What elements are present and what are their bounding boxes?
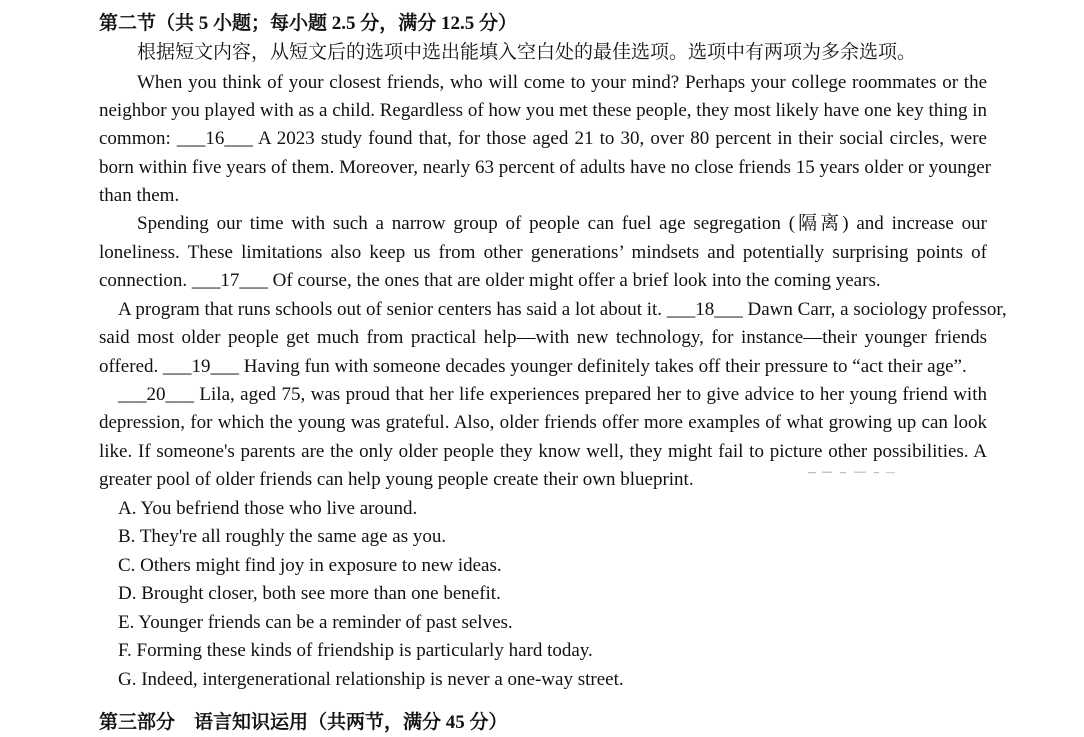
section-heading: 第二节（共 5 小题；每小题 2.5 分，满分 12.5 分） [99, 13, 518, 34]
passage-line: neighbor you played with as a child. Regardless of how you met these people, they most likely have one key thing in [99, 100, 988, 121]
passage-line: Spending our time with such a narrow group of people can fuel age segregation (隔离) and increase our [137, 213, 987, 234]
passage-line: greater pool of older friends can help young people create their own blueprint. [99, 469, 694, 490]
passage-line: said most older people get much from practical help—with new technology, for instance—their younger friends [99, 327, 987, 348]
passage-line: ___20___ Lila, aged 75, was proud that her life experiences prepared her to give advice to her young friend with [118, 384, 987, 405]
option-f: F. Forming these kinds of friendship is particularly hard today. [118, 640, 593, 661]
option-b: B. They're all roughly the same age as you. [118, 526, 447, 547]
option-a: A. You befriend those who live around. [118, 498, 418, 519]
passage-line: connection. ___17___ Of course, the ones that are older might offer a brief look into the coming years. [99, 270, 881, 291]
option-d: D. Brought closer, both see more than one benefit. [118, 583, 501, 604]
passage-line: than them. [99, 185, 180, 206]
passage-line: loneliness. These limitations also keep us from other generations’ mindsets and potentially surprising points of [99, 242, 987, 263]
passage-line: A program that runs schools out of senior centers has said a lot about it. ___18___ Dawn Carr, a sociology professor, [118, 299, 1007, 320]
passage-line: born within five years of them. Moreover, nearly 63 percent of adults have no close friends 15 years older or younger [99, 157, 991, 178]
option-g: G. Indeed, intergenerational relationship is never a one-way street. [118, 669, 624, 690]
passage-line: offered. ___19___ Having fun with someone decades younger definitely takes off their pressure to “act their age”. [99, 356, 967, 377]
next-section-heading: 第三部分 语言知识运用（共两节，满分 45 分） [99, 712, 508, 733]
passage-line: like. If someone's parents are the only older people they know well, they might fail to picture other possibilities. A [99, 441, 987, 462]
passage-line: depression, for which the young was grateful. Also, older friends offer more examples of what growing up can look [99, 412, 987, 433]
section-instruction: 根据短文内容，从短文后的选项中选出能填入空白处的最佳选项。选项中有两项为多余选项。 [137, 42, 917, 63]
option-e: E. Younger friends can be a reminder of past selves. [118, 612, 513, 633]
passage-line: common: ___16___ A 2023 study found that, for those aged 21 to 30, over 80 percent in their social circles, were [99, 128, 987, 149]
passage-line: When you think of your closest friends, who will come to your mind? Perhaps your college roommates or the [137, 72, 987, 93]
option-c: C. Others might find joy in exposure to new ideas. [118, 555, 502, 576]
faint-scan-marks [808, 470, 898, 476]
